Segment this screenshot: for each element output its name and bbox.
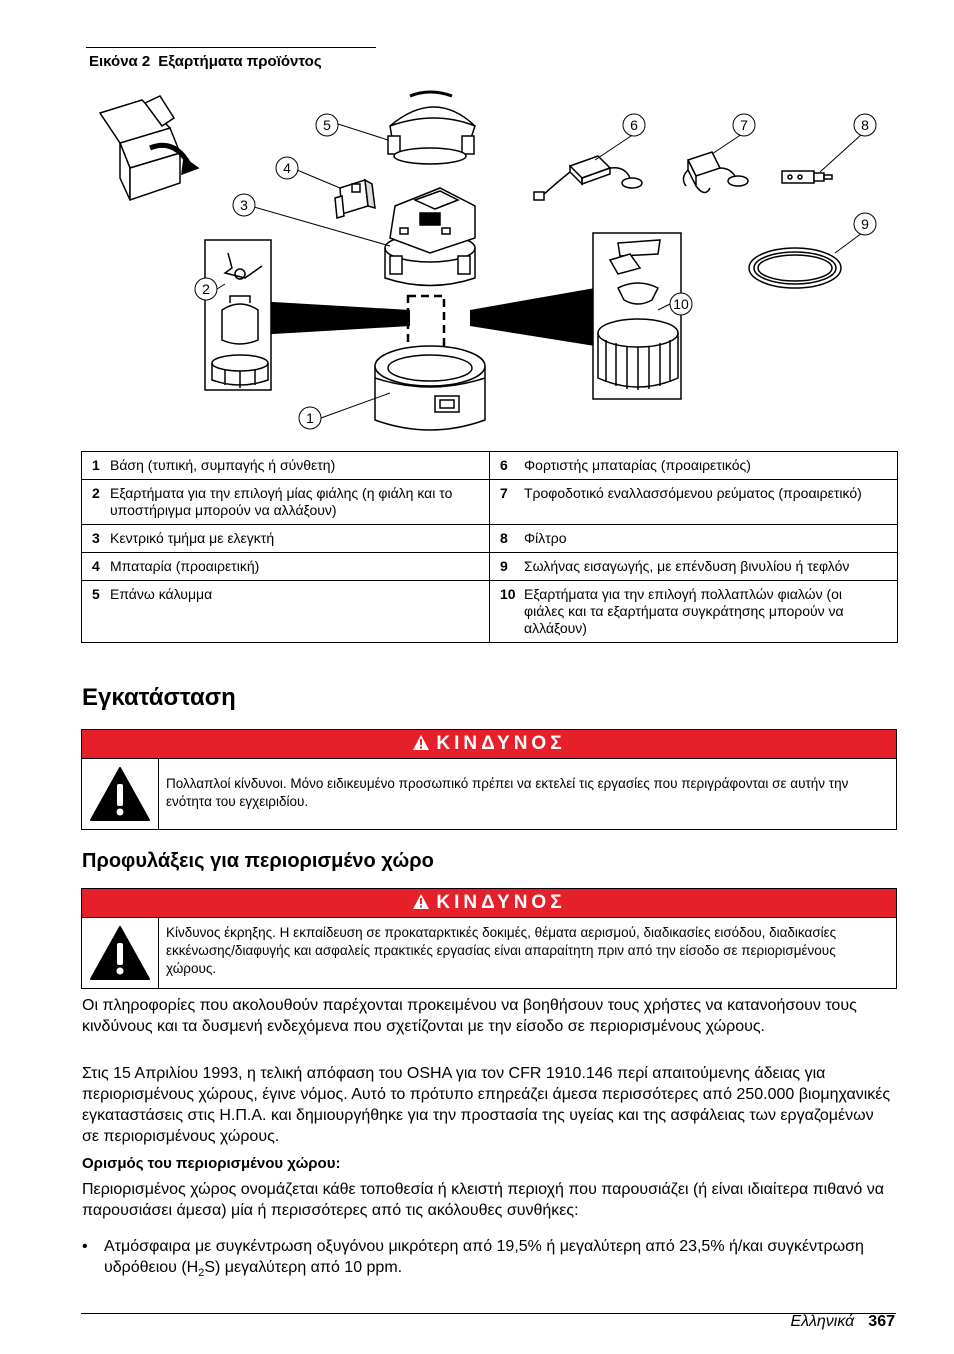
svg-text:5: 5 [323,117,331,133]
product-components-illustration [90,88,890,438]
table-row [82,525,898,553]
bullet-marker: • [82,1238,88,1255]
callout-3 [233,194,255,216]
callout-10 [670,293,692,315]
table-row [82,480,898,525]
warning-triangle-icon [412,893,430,910]
svg-text:1: 1 [306,410,314,426]
part-number: 7 [500,485,508,501]
table-cell [82,452,490,480]
caption-rule [86,47,376,48]
part-description: Εξαρτήματα για την επιλογή πολλαπλών φιαλών (οι φιάλες και τα εξαρτήματα συγκράτησης μπορούν να αλλάξουν) [524,586,844,636]
danger-message-1: Πολλαπλοί κίνδυνοι. Μόνο ειδικευμένο προσωπικό πρέπει να εκτελεί τις εργασίες που περιγράφονται σε αυτήν την ενότητα του εγχειριδίου. [166,776,849,809]
callout-5 [316,114,338,136]
table-cell [490,581,898,643]
table-row [82,553,898,581]
intake-tubing [749,248,841,288]
paragraph-definition: Περιορισμένος χώρος ονομάζεται κάθε τοποθεσία ή κλειστή περιοχή που παρουσιάζει (ή είναι ιδιαίτερα πιθανό να παρουσιάσει άμεσα) μία ή περισσότερες από τις ακόλουθες συνθήκες: [82,1181,884,1219]
part-number: 3 [92,530,100,546]
danger-header [82,730,896,759]
table-row [82,452,898,480]
ac-power-supply [683,152,748,193]
part-number: 4 [92,558,100,574]
figure-label: Εικόνα 2 [89,53,151,70]
svg-text:8: 8 [861,117,869,133]
subsection-title: Προφυλάξεις για περιορισμένο χώρο [82,850,434,872]
list-item [82,1236,894,1284]
danger-label: ΚΙΝΔΥΝΟΣ [436,892,566,913]
callout-7 [733,114,755,136]
part-number: 8 [500,530,508,546]
table-cell [490,452,898,480]
part-number: 2 [92,485,100,501]
part-number: 1 [92,457,100,473]
box-icon [100,96,198,200]
table-row [82,581,898,643]
part-description: Μπαταρία (προαιρετική) [110,558,260,574]
controller-body [385,188,475,286]
callout-4 [276,157,298,179]
part-description: Φορτιστής μπαταρίας (προαιρετικός) [524,457,751,473]
svg-text:6: 6 [630,117,638,133]
bullet-subscript: 2 [198,1267,205,1280]
battery-charger [534,156,642,200]
top-cover [388,92,475,164]
part-description: Επάνω κάλυμμα [110,586,213,602]
bullet-text-a: Ατμόσφαιρα με συγκέντρωση οξυγόνου μικρότερη από 19,5% ή μεγαλύτερη από 23,5% ή/και συγκέντρωση υδρόθειου (H [104,1238,864,1276]
footer-language: Ελληνικά [790,1313,855,1330]
part-description: Βάση (τυπική, συμπαγής ή σύνθετη) [110,457,336,473]
svg-text:7: 7 [740,117,748,133]
callout-8 [854,114,876,136]
paragraph-intro: Οι πληροφορίες που ακολουθούν παρέχονται προκειμένου να βοηθήσουν τους χρήστες να κατανοήσουν τους κινδύνους και τα δυσμενή ενδεχόμενα που σχετίζονται με την είσοδο σε περιορισμένους χώρους. [82,997,857,1035]
part-description: Σωλήνας εισαγωγής, με επένδυση βινυλίου ή τεφλόν [524,558,850,574]
table-cell [82,553,490,581]
svg-text:3: 3 [240,197,248,213]
figure-title: Εξαρτήματα προϊόντος [158,53,322,70]
callout-6 [623,114,645,136]
single-bottle-kit [205,240,271,390]
page-footer [791,1313,896,1331]
part-description: Τροφοδοτικό εναλλασσόμενου ρεύματος (προαιρετικό) [524,485,862,501]
part-description: Κεντρικό τμήμα με ελεγκτή [110,530,275,546]
hazard-exclamation-icon [89,766,151,822]
base [375,346,485,430]
part-description: Εξαρτήματα για την επιλογή μίας φιάλης (η φιάλη και το υποστήριγμα μπορούν να αλλάξουν) [110,485,453,518]
table-cell [490,525,898,553]
table-cell [490,480,898,525]
table-cell [82,581,490,643]
part-number: 5 [92,586,100,602]
part-number: 6 [500,457,508,473]
footer-rule [81,1313,896,1314]
hazard-exclamation-icon [89,925,151,981]
danger-label: ΚΙΝΔΥΝΟΣ [436,733,566,754]
danger-header [82,889,896,918]
figure-caption [89,53,322,70]
part-number: 10 [500,586,516,602]
battery [335,180,375,218]
callout-2 [195,278,217,300]
definition-heading: Ορισμός του περιορισμένου χώρου: [82,1155,341,1172]
parts-table [81,451,898,643]
callout-9 [854,213,876,235]
warning-triangle-icon [412,734,430,751]
table-cell [82,480,490,525]
svg-text:4: 4 [283,160,291,176]
part-description: Φίλτρο [524,530,567,546]
table-cell [82,525,490,553]
multi-bottle-kit [593,233,681,399]
svg-text:9: 9 [861,216,869,232]
svg-text:10: 10 [673,296,689,312]
page-number: 367 [868,1313,895,1330]
danger-message-2: Κίνδυνος έκρηξης. Η εκπαίδευση σε προκαταρκτικές δοκιμές, θέματα αερισμού, διαδικασίες εισόδου, διαδικασίες εκκένωσης/διαφυγής και ασφαλείς πρακτικές εργασίας είναι απαραίτητη πριν από την είσοδο σε περιορισμένους χώρους. [166,925,837,976]
danger-box-1 [81,729,897,830]
filter [782,171,832,183]
svg-text:2: 2 [202,281,210,297]
danger-box-2 [81,888,897,989]
part-number: 9 [500,558,508,574]
callout-1 [299,407,321,429]
table-cell [490,553,898,581]
bullet-text-b: S) μεγαλύτερη από 10 ppm. [204,1259,403,1276]
section-title: Εγκατάσταση [82,684,236,711]
paragraph-osha: Στις 15 Απριλίου 1993, η τελική απόφαση του OSHA για τον CFR 1910.146 περί απαιτούμενης άδειας για περιορισμένους χώρους, έγινε νόμος. Αυτό το πρότυπο επηρεάζει άμεσα περισσότερες από 250.000 βιομηχανικές εγκαταστάσεις στις Η.Π.Α. και δημιουργήθηκε για την προστασία της υγείας και της ασφάλειας των εργαζομένων σε περιορισμένους χώρους. [82,1065,891,1145]
